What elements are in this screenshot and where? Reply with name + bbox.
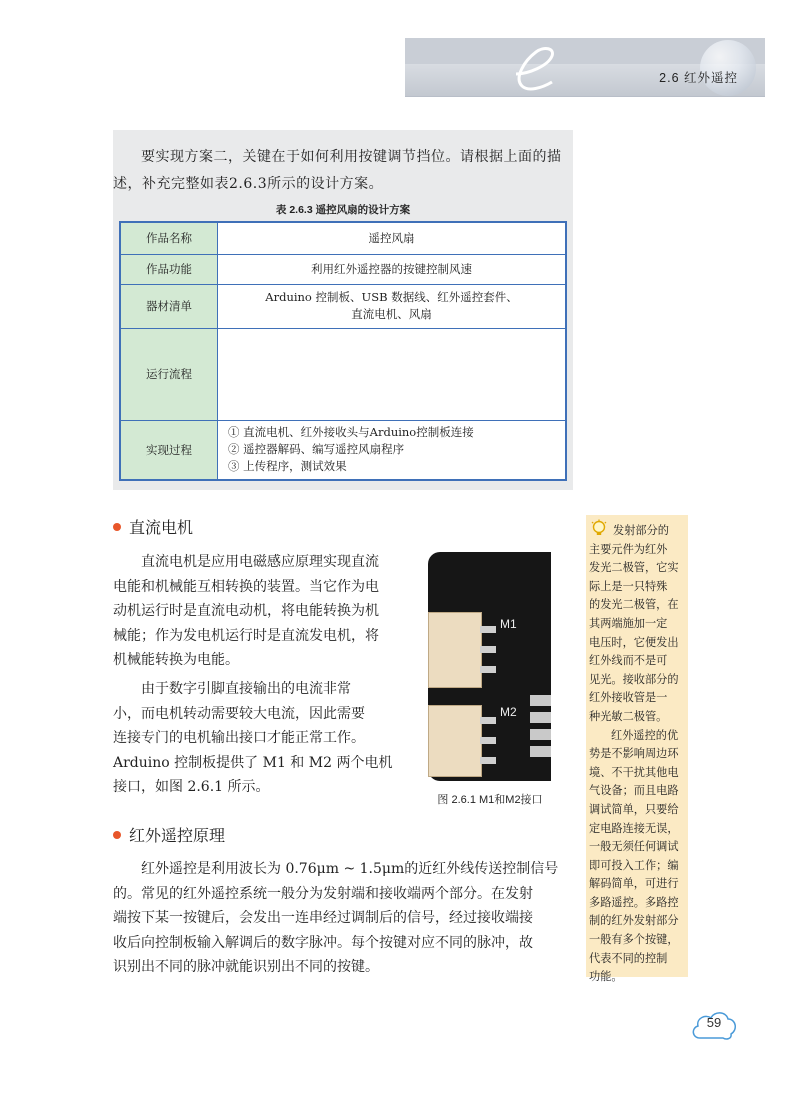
- header-pad: [530, 712, 551, 723]
- m1-pin: [480, 626, 496, 633]
- text-line: 直流电机是应用电磁感应原理实现直流: [141, 554, 379, 570]
- note-line: 种光敏二极管。: [589, 710, 668, 723]
- m1-connector: [428, 612, 482, 688]
- section-title: 红外遥控原理: [129, 828, 226, 845]
- header-pad: [530, 695, 551, 706]
- dc-motor-paragraph-1: [113, 550, 405, 673]
- header-pad: [530, 746, 551, 757]
- row-key: 运行流程: [120, 328, 218, 420]
- row-key: 器材清单: [120, 284, 218, 328]
- section-title: 直流电机: [129, 520, 194, 537]
- note-line: 的发光二极管，在: [589, 599, 679, 612]
- table-row: [120, 222, 566, 254]
- row-value: 遥控风扇: [218, 222, 567, 254]
- note-line: 红外接收管是一: [589, 692, 668, 705]
- ir-remote-paragraph: [113, 857, 575, 980]
- note-line: 电压时，它便发出: [589, 636, 679, 649]
- equipment-line: Arduino 控制板、USB 数据线、红外遥控套件、: [265, 290, 518, 304]
- note-line: 际上是一只特殊: [589, 580, 668, 593]
- text-line: 的。常见的红外遥控系统一般分为发射端和接收端两个部分。在发射: [113, 885, 533, 902]
- text-line: 电能和机械能互相转换的装置。当它作为电: [113, 578, 379, 595]
- note-line: 势是不影响周边环: [589, 748, 679, 761]
- m2-pin: [480, 757, 496, 764]
- table-row: [120, 284, 566, 328]
- m2-label: M2: [500, 705, 517, 719]
- note-line: 红外遥控的优: [611, 729, 679, 742]
- text-line: 收后向控制板输入解调后的数字脉冲。每个按键对应不同的脉冲，故: [113, 934, 533, 951]
- row-value: 利用红外遥控器的按键控制风速: [218, 254, 567, 284]
- e-logo-icon: [508, 44, 568, 94]
- m2-pin: [480, 717, 496, 724]
- step-item: ③ 上传程序，测试效果: [228, 459, 347, 474]
- note-line: 解码简单，可进行: [589, 878, 679, 891]
- text-line: Arduino 控制板提供了 M1 和 M2 两个电机: [113, 754, 393, 771]
- row-key: 作品名称: [120, 222, 218, 254]
- bullet-dot-icon: [113, 831, 121, 839]
- note-line: 红外线而不是可: [589, 655, 668, 668]
- page-number: 59: [706, 1015, 722, 1030]
- note-line: 见光。接收部分的: [589, 673, 679, 686]
- step-item: ① 直流电机、红外接收头与Arduino控制板连接: [228, 425, 474, 440]
- text-line: 红外遥控是利用波长为 0.76μm ~ 1.5μm的近红外线传送控制信号: [141, 861, 559, 877]
- row-value: [218, 284, 567, 328]
- note-line: 发射部分的: [613, 525, 669, 537]
- text-line: 械能；作为发电机运行时是直流发电机，将: [113, 627, 379, 644]
- note-line: 调试简单，只要给: [589, 803, 679, 816]
- note-line: 定电路连接无误，: [589, 822, 679, 835]
- text-line: 连接专门的电机输出接口才能正常工作。: [113, 730, 365, 747]
- text-line: 机械能转换为电能。: [113, 652, 239, 669]
- bullet-dot-icon: [113, 523, 121, 531]
- note-line: 一般无须任何调试: [589, 841, 679, 854]
- tip-note-text: [589, 522, 686, 987]
- note-line: 其两端施加一定: [589, 617, 668, 630]
- equipment-line: 直流电机、风扇: [351, 307, 432, 321]
- dc-motor-paragraph-2: [113, 677, 405, 800]
- table-row: [120, 254, 566, 284]
- row-value: [218, 420, 567, 480]
- note-line: 功能。: [589, 971, 623, 984]
- note-line: 主要元件为红外: [589, 543, 668, 556]
- table-row: [120, 328, 566, 420]
- m1-pin: [480, 666, 496, 673]
- note-line: 制的红外发射部分: [589, 915, 679, 928]
- step-item: ② 遥控器解码、编写遥控风扇程序: [228, 442, 405, 457]
- figure-caption: 图 2.6.1 M1和M2接口: [437, 794, 543, 806]
- note-line: 一般有多个按键，: [589, 934, 679, 947]
- text-line: 识别出不同的脉冲就能识别出不同的按键。: [113, 959, 379, 976]
- note-line: 即可投入工作；编: [589, 859, 679, 872]
- text-line: 小，而电机转动需要较大电流，因此需要: [113, 705, 365, 722]
- text-line: 端按下某一按键后，会发出一连串经过调制后的信号，经过接收端接: [113, 910, 533, 927]
- section-label: 2.6 红外遥控: [659, 71, 738, 85]
- text-line: 接口，如图 2.6.1 所示。: [113, 779, 270, 796]
- note-line: 代表不同的控制: [589, 952, 668, 965]
- note-line: 境、不干扰其他电: [589, 766, 679, 779]
- table-caption: 表 2.6.3 遥控风扇的设计方案: [275, 204, 411, 216]
- m1-label: M1: [500, 617, 517, 631]
- note-line: 多路遥控。多路控: [589, 896, 679, 909]
- note-line: 气设备；而且电路: [589, 785, 679, 798]
- text-line: 由于数字引脚直接输出的电流非常: [141, 681, 351, 697]
- text-line: 动机运行时是直流电动机，将电能转换为机: [113, 603, 379, 620]
- m2-pin: [480, 737, 496, 744]
- row-key: 实现过程: [120, 420, 218, 480]
- m2-connector: [428, 705, 482, 777]
- header-pad: [530, 729, 551, 740]
- section-heading-ir-remote: [113, 823, 225, 846]
- m1-pin: [480, 646, 496, 653]
- table-row: [120, 420, 566, 480]
- row-key: 作品功能: [120, 254, 218, 284]
- flow-blank-cell: [218, 328, 567, 420]
- section-heading-dc-motor: [113, 515, 193, 538]
- design-table: [119, 221, 567, 481]
- note-line: 发光二极管，它实: [589, 562, 679, 575]
- intro-paragraph: 要实现方案二，关键在于如何利用按键调节挡位。请根据上面的描述，补充完整如表2.6.3所示的设计方案。: [113, 149, 562, 192]
